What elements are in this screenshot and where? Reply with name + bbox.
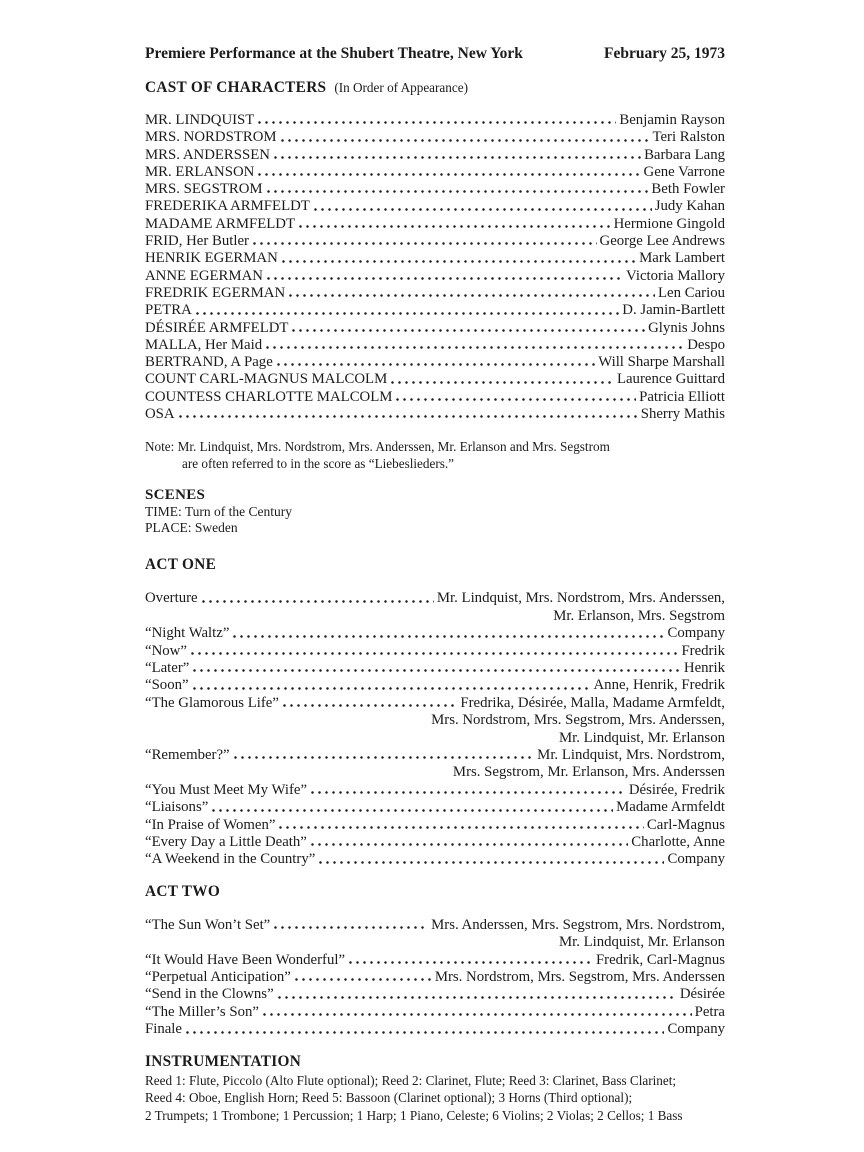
dot-leader	[265, 181, 649, 198]
dot-leader	[256, 112, 616, 129]
cast-note	[145, 439, 725, 472]
cast-role: MALLA, Her Maid	[145, 336, 263, 353]
song-row	[145, 834, 725, 851]
song-row	[145, 747, 725, 764]
song-entry	[145, 643, 725, 660]
cast-role: MR. ERLANSON	[145, 163, 255, 180]
dot-leader	[256, 164, 640, 181]
song-entry	[145, 677, 725, 694]
instrumentation-lines	[145, 1072, 725, 1124]
cast-actor: Victoria Mallory	[626, 267, 725, 284]
dot-leader	[347, 952, 593, 969]
song-performers: Mrs. Nordstrom, Mrs. Segstrom, Mrs. Anderssen	[434, 969, 725, 986]
cast-actor: George Lee Andrews	[599, 233, 725, 250]
cast-row	[145, 147, 725, 164]
cast-actor: Hermione Gingold	[613, 215, 725, 232]
dot-leader	[275, 354, 595, 371]
song-entry	[145, 747, 725, 782]
song-row	[145, 1021, 725, 1038]
song-performers: Désirée	[679, 986, 725, 1003]
song-performers: Company	[667, 851, 725, 868]
song-entry	[145, 1004, 725, 1021]
cast-actor: Mark Lambert	[639, 250, 725, 267]
song-entry	[145, 817, 725, 834]
dot-leader	[290, 320, 645, 337]
song-row	[145, 969, 725, 986]
cast-actor: Despo	[687, 336, 725, 353]
song-entry	[145, 625, 725, 642]
song-row	[145, 782, 725, 799]
song-title: “Perpetual Anticipation”	[145, 969, 291, 986]
cast-row	[145, 129, 725, 146]
song-entry	[145, 1021, 725, 1038]
cast-heading-label: CAST OF CHARACTERS	[145, 79, 327, 96]
song-title: “Night Waltz”	[145, 625, 230, 642]
cast-row	[145, 233, 725, 250]
song-performers: Petra	[694, 1003, 725, 1020]
dot-leader	[287, 285, 655, 302]
scenes-time: TIME: Turn of the Century	[145, 504, 292, 520]
dot-leader	[265, 268, 623, 285]
dot-leader	[279, 129, 650, 146]
cast-role: HENRIK EGERMAN	[145, 250, 278, 267]
cast-role: FREDERIKA ARMFELDT	[145, 198, 310, 215]
song-title: “Liaisons”	[145, 799, 209, 816]
cast-role: MRS. SEGSTROM	[145, 181, 263, 198]
song-entry	[145, 590, 725, 625]
premiere-title: Premiere Performance at the Shubert Theatre, New York	[145, 45, 523, 62]
dot-leader	[194, 302, 619, 319]
song-entry	[145, 917, 725, 952]
cast-role: MADAME ARMFELDT	[145, 215, 296, 232]
scenes-section	[145, 486, 725, 536]
cast-actor: Judy Kahan	[654, 198, 725, 215]
cast-actor: Benjamin Rayson	[619, 112, 725, 128]
dot-leader	[191, 677, 591, 694]
cast-actor: Sherry Mathis	[640, 406, 725, 423]
cast-role: ANNE EGERMAN	[145, 267, 263, 284]
dot-leader	[272, 147, 641, 164]
cast-role: COUNT CARL-MAGNUS MALCOLM	[145, 371, 388, 388]
scenes-heading: SCENES	[145, 487, 206, 504]
song-row	[145, 660, 725, 677]
instrumentation-line: 2 Trumpets; 1 Trombone; 1 Percussion; 1 Harp; 1 Piano, Celeste; 6 Violins; 2 Violas; 2 Cellos; 1 Bass	[145, 1107, 683, 1123]
dot-leader	[389, 371, 614, 388]
dot-leader	[177, 406, 638, 423]
song-row	[145, 695, 725, 712]
cast-actor: Glynis Johns	[648, 319, 725, 336]
song-title: “Soon”	[145, 677, 189, 694]
cast-row	[145, 320, 725, 337]
premiere-date: February 25, 1973	[604, 45, 725, 62]
instrumentation-heading: INSTRUMENTATION	[145, 1052, 302, 1070]
song-performers: Madame Armfeldt	[616, 799, 725, 816]
scenes-place: PLACE: Sweden	[145, 520, 238, 536]
cast-row	[145, 302, 725, 319]
song-row	[145, 677, 725, 694]
song-title: “A Weekend in the Country”	[145, 851, 316, 868]
song-performers: Henrik	[683, 659, 725, 676]
dot-leader	[272, 917, 428, 934]
cast-role: PETRA	[145, 302, 192, 319]
cast-actor: Len Cariou	[658, 284, 725, 301]
song-performers-cont: Mr. Erlanson, Mrs. Segstrom	[553, 607, 725, 624]
song-entry	[145, 782, 725, 799]
cast-row	[145, 112, 725, 129]
cast-row	[145, 389, 725, 406]
song-performers: Mrs. Anderssen, Mrs. Segstrom, Mrs. Nordstrom,	[431, 916, 725, 933]
song-title: “The Sun Won’t Set”	[145, 916, 271, 933]
cast-row	[145, 181, 725, 198]
song-row	[145, 817, 725, 834]
song-row	[145, 917, 725, 934]
song-title: “Send in the Clowns”	[145, 986, 274, 1003]
song-title: Finale	[145, 1021, 182, 1038]
dot-leader	[309, 782, 626, 799]
song-row	[145, 1004, 725, 1021]
song-title: “Remember?”	[145, 747, 230, 763]
song-performers: Company	[667, 625, 725, 642]
cast-role: FRID, Her Butler	[145, 233, 249, 250]
cast-role: MR. LINDQUIST	[145, 112, 255, 128]
song-title: “Later”	[145, 659, 190, 676]
song-performers: Fredrika, Désirée, Malla, Madame Armfeldt,	[460, 694, 725, 711]
song-performers: Fredrik, Carl-Magnus	[595, 951, 725, 968]
cast-actor: Teri Ralston	[652, 129, 725, 146]
dot-leader	[261, 1004, 692, 1021]
act-two-list	[145, 917, 725, 1039]
dot-leader	[231, 625, 664, 642]
cast-actor: Patricia Elliott	[639, 388, 725, 405]
dot-leader	[277, 817, 643, 834]
song-row	[145, 952, 725, 969]
cast-actor: Barbara Lang	[644, 146, 725, 163]
cast-note-line1: Note: Mr. Lindquist, Mrs. Nordstrom, Mrs. Anderssen, Mr. Erlanson and Mrs. Segstrom	[145, 439, 610, 455]
song-entry	[145, 660, 725, 677]
dot-leader	[312, 198, 652, 215]
cast-row	[145, 216, 725, 233]
cast-row	[145, 250, 725, 267]
song-entry	[145, 952, 725, 969]
instrumentation-line: Reed 4: Oboe, English Horn; Reed 5: Bassoon (Clarinet optional); 3 Horns (Third optional);	[145, 1090, 633, 1106]
song-entry	[145, 834, 725, 851]
cast-role: MRS. ANDERSSEN	[145, 146, 270, 163]
cast-note-line2: are often referred to in the score as “Liebeslieders.”	[182, 455, 455, 471]
cast-heading-sub: (In Order of Appearance)	[334, 80, 468, 95]
song-performers: Fredrik	[681, 642, 725, 659]
dot-leader	[251, 233, 597, 250]
song-title: “It Would Have Been Wonderful”	[145, 951, 346, 968]
song-title: “The Miller’s Son”	[145, 1003, 259, 1020]
cast-role: OSA	[145, 406, 175, 423]
dot-leader	[189, 643, 679, 660]
dot-leader	[210, 799, 613, 816]
song-performers: Mr. Lindquist, Mrs. Nordstrom, Mrs. Anderssen,	[436, 590, 725, 607]
instrumentation-line: Reed 1: Flute, Piccolo (Alto Flute optional); Reed 2: Clarinet, Flute; Reed 3: Clarinet, Bass Clarinet;	[145, 1072, 677, 1088]
song-row	[145, 625, 725, 642]
song-performers: Anne, Henrik, Fredrik	[593, 677, 725, 694]
dot-leader	[394, 389, 636, 406]
dot-leader	[200, 590, 434, 607]
song-performers-cont: Mr. Lindquist, Mr. Erlanson	[558, 729, 725, 746]
song-row	[145, 799, 725, 816]
song-entry	[145, 695, 725, 747]
song-title: “Every Day a Little Death”	[145, 834, 307, 851]
dot-leader	[264, 337, 684, 354]
page-content	[145, 45, 725, 1124]
song-row	[145, 643, 725, 660]
cast-role: FREDRIK EGERMAN	[145, 284, 286, 301]
cast-list	[145, 112, 725, 423]
song-row	[145, 986, 725, 1003]
cast-actor: D. Jamin-Bartlett	[622, 302, 725, 319]
song-performers: Charlotte, Anne	[631, 834, 725, 851]
song-entry	[145, 799, 725, 816]
song-title: “You Must Meet My Wife”	[145, 781, 308, 798]
cast-actor: Gene Varrone	[643, 163, 725, 180]
dot-leader	[232, 747, 535, 764]
dot-leader	[184, 1021, 664, 1038]
act-two-heading: ACT TWO	[145, 882, 221, 900]
dot-leader	[281, 695, 457, 712]
song-performers: Désirée, Fredrik	[628, 781, 725, 798]
song-performers: Carl-Magnus	[646, 816, 725, 833]
song-row	[145, 590, 725, 607]
cast-role: COUNTESS CHARLOTTE MALCOLM	[145, 388, 393, 405]
song-title: Overture	[145, 590, 198, 607]
cast-row	[145, 285, 725, 302]
dot-leader	[309, 834, 628, 851]
premiere-header	[145, 45, 725, 63]
song-entry	[145, 969, 725, 986]
dot-leader	[317, 851, 664, 868]
cast-actor: Will Sharpe Marshall	[598, 354, 725, 371]
song-performers-cont: Mrs. Nordstrom, Mrs. Segstrom, Mrs. Anderssen,	[431, 712, 725, 729]
cast-role: BERTRAND, A Page	[145, 354, 273, 371]
song-performers-cont: Mrs. Segstrom, Mr. Erlanson, Mrs. Anderssen	[452, 764, 725, 781]
song-row	[145, 851, 725, 868]
cast-row	[145, 354, 725, 371]
cast-actor: Laurence Guittard	[616, 371, 725, 388]
song-title: “In Praise of Women”	[145, 816, 276, 833]
dot-leader	[293, 969, 432, 986]
act-one-heading: ACT ONE	[145, 556, 217, 574]
cast-heading	[145, 79, 725, 97]
cast-row	[145, 371, 725, 388]
song-performers-cont: Mr. Lindquist, Mr. Erlanson	[558, 934, 725, 951]
song-title: “The Glamorous Life”	[145, 694, 279, 711]
cast-row	[145, 337, 725, 354]
cast-row	[145, 406, 725, 423]
cast-role: DÉSIRÉE ARMFELDT	[145, 319, 289, 336]
act-one-list	[145, 590, 725, 869]
song-performers: Company	[667, 1021, 725, 1038]
song-title: “Now”	[145, 642, 187, 659]
dot-leader	[276, 986, 677, 1003]
cast-row	[145, 198, 725, 215]
song-entry	[145, 851, 725, 868]
cast-role: MRS. NORDSTROM	[145, 129, 277, 146]
dot-leader	[191, 660, 681, 677]
song-entry	[145, 986, 725, 1003]
cast-actor: Beth Fowler	[651, 181, 725, 198]
dot-leader	[297, 216, 611, 233]
song-performers: Mr. Lindquist, Mrs. Nordstrom,	[537, 747, 725, 763]
cast-row	[145, 164, 725, 181]
cast-row	[145, 268, 725, 285]
dot-leader	[280, 250, 636, 267]
